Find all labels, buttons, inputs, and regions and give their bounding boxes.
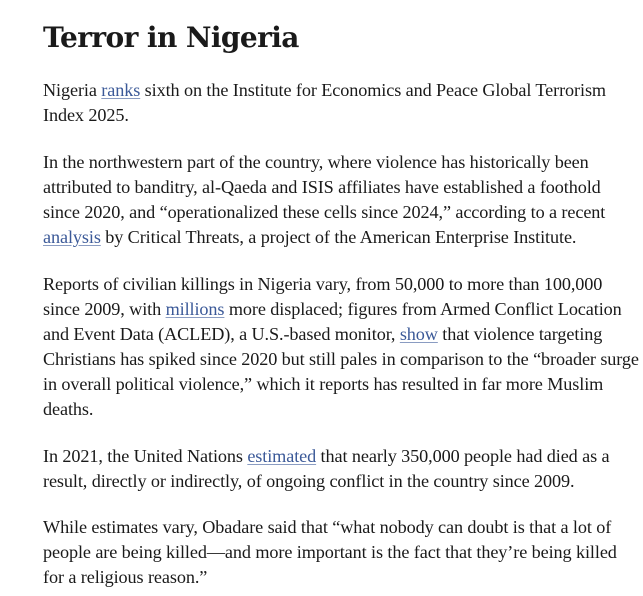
paragraph-text: In 2021, the United Nations: [43, 446, 248, 466]
paragraph-terrorism-index: [43, 78, 639, 128]
paragraph-text: sixth on the Institute for Economics and Peace Global Terrorism Index 2025.: [43, 80, 606, 125]
paragraph-un-estimate: [43, 444, 639, 494]
millions-link[interactable]: millions: [165, 299, 225, 319]
paragraph-northwest-affiliates: [43, 150, 639, 250]
paragraph-text: Nigeria: [43, 80, 102, 100]
paragraph-obadare-quote: [43, 515, 639, 590]
article-body: [43, 14, 639, 590]
paragraph-text: by Critical Threats, a project of the American Enterprise Institute.: [100, 227, 577, 247]
show-link[interactable]: show: [399, 324, 438, 344]
ranks-link[interactable]: ranks: [101, 80, 141, 100]
paragraph-civilian-killings: [43, 272, 639, 422]
paragraph-text: While estimates vary, Obadare said that “what nobody can doubt is that a lot of people are being killed—and more important is the fact that they’re being killed for a religious reason.”: [43, 517, 617, 587]
analysis-link[interactable]: analysis: [43, 227, 101, 247]
section-title: Terror in Nigeria: [43, 21, 299, 54]
paragraph-text: that nearly 350,000 people had died as a result, directly or indirectly, of ongoing conflict in the country since 2009.: [43, 446, 610, 491]
estimated-link[interactable]: estimated: [247, 446, 317, 466]
paragraph-text: Reports of civilian killings in Nigeria vary, from 50,000 to more than 100,000 since 2009, with: [43, 274, 603, 319]
paragraph-text: more displaced; figures from Armed Conflict Location and Event Data (ACLED), a U.S.-based monitor,: [43, 299, 622, 344]
paragraph-text: that violence targeting Christians has spiked since 2020 but still pales in comparison to the “broader surge in overall political violence,” which it reports has resulted in far more Muslim deaths.: [43, 324, 639, 419]
paragraph-text: In the northwestern part of the country, where violence has historically been attributed to banditry, al-Qaeda and ISIS affiliates have established a foothold since 2020, and “operationalized these cells since 2024,” according to a recent: [43, 152, 606, 222]
